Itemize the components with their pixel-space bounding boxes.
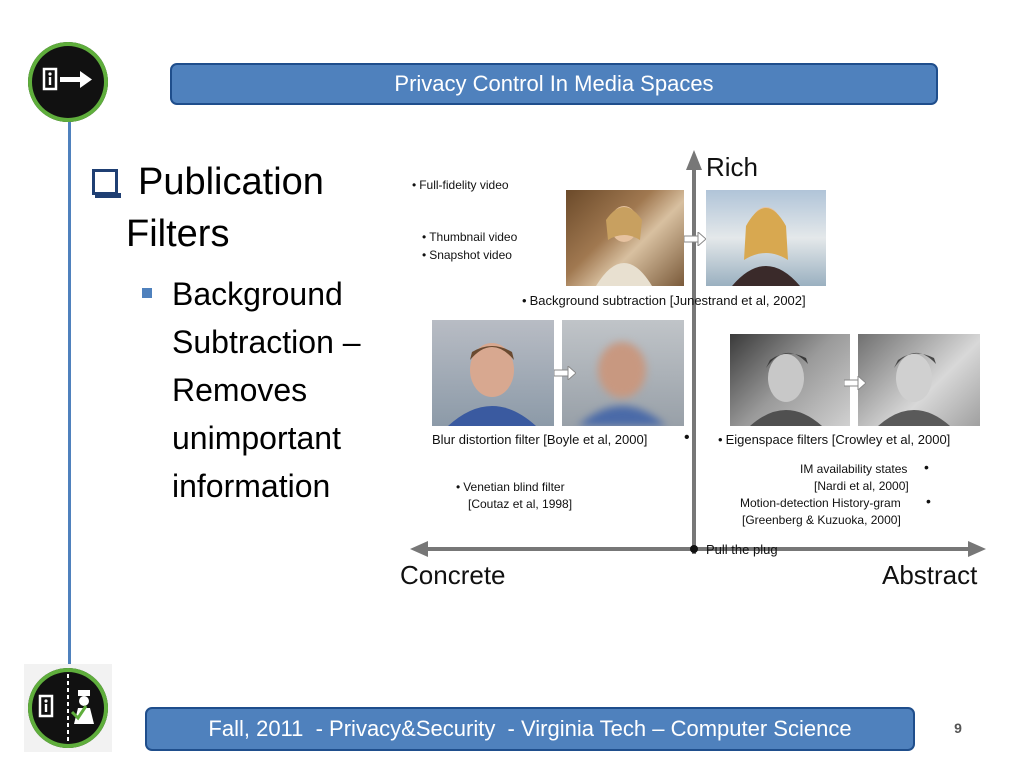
label-im-states: IM availability states	[800, 462, 908, 476]
blurred-figure-icon	[562, 320, 684, 426]
arrow-right-icon	[844, 376, 866, 390]
bullet-text-line: Filters	[126, 213, 230, 255]
logo-top-badge	[28, 42, 108, 122]
person-with-door-icon	[28, 668, 108, 748]
label-motion-ref: [Greenberg & Kuzuoka, 2000]	[742, 513, 901, 527]
label-eigenspace: • Eigenspace filters [Crowley et al, 2000]	[718, 432, 950, 447]
label-venetian: • Venetian blind filter	[456, 480, 565, 494]
bullet-background-subtraction	[92, 270, 392, 510]
axis-label-abstract: Abstract	[882, 560, 978, 590]
man-figure-icon	[432, 320, 554, 426]
square-bullet-icon	[142, 288, 152, 298]
motion-dot: •	[926, 493, 931, 509]
photo-eigen-original	[730, 334, 850, 426]
sub-bullet-line: information	[172, 468, 331, 504]
woman-figure-icon	[706, 190, 826, 286]
exit-arrow-icon	[28, 42, 108, 122]
checkbox-bullet-icon	[92, 169, 118, 195]
woman-figure-icon	[566, 190, 684, 286]
footer-bar	[145, 707, 915, 751]
label-motion: Motion-detection History-gram	[740, 496, 901, 510]
label-im-ref: [Nardi et al, 2000]	[814, 479, 909, 493]
label-pull-plug: Pull the plug	[706, 542, 778, 557]
sub-bullet-line: unimportant	[172, 420, 341, 456]
bullet-text-line: Publication	[138, 161, 324, 203]
photo-woman-background-subtracted	[706, 190, 826, 286]
slide-title-bar	[170, 63, 938, 105]
label-snapshot: • Snapshot video	[422, 248, 512, 262]
photo-woman-original	[566, 190, 684, 286]
axis-label-concrete: Concrete	[400, 560, 506, 590]
blur-filter-dot: •	[684, 429, 690, 446]
label-blur-filter: Blur distortion filter [Boyle et al, 2000]	[432, 432, 648, 447]
slide-title: Privacy Control In Media Spaces	[394, 71, 714, 96]
sub-bullet-line: Removes	[172, 372, 308, 408]
label-venetian-ref: [Coutaz et al, 1998]	[468, 497, 573, 511]
label-background-subtraction: • Background subtraction [Junestrand et al, 2002]	[522, 293, 806, 308]
label-thumbnail: • Thumbnail video	[422, 230, 517, 244]
bullet-list	[92, 156, 392, 510]
sub-bullet-line: Background	[172, 276, 343, 312]
grayscale-face-icon	[858, 334, 980, 426]
label-full-fidelity: • Full-fidelity video	[412, 178, 509, 192]
photo-man-blurred	[562, 320, 684, 426]
sub-bullet-line: Subtraction –	[172, 324, 361, 360]
arrow-right-icon	[684, 232, 706, 246]
bullet-publication-filters	[92, 156, 392, 260]
arrow-right-icon	[554, 366, 576, 380]
axis-label-rich: Rich	[706, 152, 759, 182]
grayscale-face-icon	[730, 334, 850, 426]
photo-man-original	[432, 320, 554, 426]
photo-eigen-reconstructed	[858, 334, 980, 426]
left-vertical-rule	[68, 120, 71, 668]
privacy-filter-diagram	[396, 136, 1000, 600]
logo-bottom-badge	[24, 664, 112, 752]
footer-text: Fall, 2011 - Privacy&Security - Virginia Tech – Computer Science	[208, 716, 852, 741]
im-states-dot: •	[924, 459, 929, 475]
page-number: 9	[954, 720, 962, 736]
